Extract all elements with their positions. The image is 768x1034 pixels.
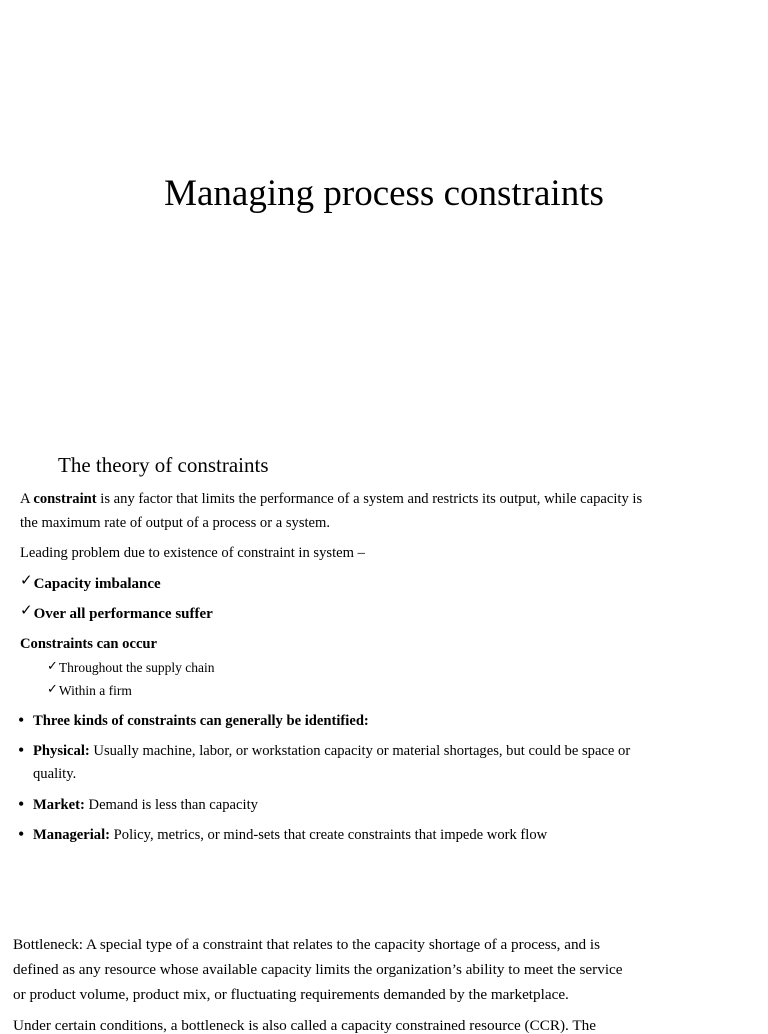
intro-rest-line2: the maximum rate of output of a process or a system. <box>20 515 331 531</box>
bullet-body: Demand is less than capacity <box>84 797 258 813</box>
bullet-physical <box>18 740 748 786</box>
bullet-managerial <box>18 824 748 847</box>
bottleneck-paragraph <box>13 932 753 1007</box>
intro-prefix: A <box>20 491 34 507</box>
bullet-text <box>33 824 748 847</box>
bottleneck-line1: Bottleneck: A special type of a constraint that relates to the capacity shortage of a process, and is <box>13 936 601 953</box>
bullet-lead: Market: <box>33 797 85 813</box>
bottleneck-line4: Under certain conditions, a bottleneck is also called a capacity constrained resource (CCR). The <box>13 1017 596 1034</box>
checkmark-icon: ✓ <box>20 601 33 619</box>
check-item-capacity-imbalance <box>20 571 161 596</box>
bullet-three-kinds <box>18 710 748 733</box>
bullet-icon: • <box>18 794 25 814</box>
intro-rest-line1: is any factor that limits the performance of a system and restricts its output, while capacity is <box>96 491 643 507</box>
intro-paragraph <box>20 487 755 535</box>
bullet-icon: • <box>18 824 25 844</box>
bullet-text <box>33 710 748 733</box>
bottleneck-line3: or product volume, product mix, or fluctuating requirements demanded by the marketplace. <box>13 986 569 1003</box>
constraints-occur-heading: Constraints can occur <box>20 636 158 652</box>
leading-problem-text: Leading problem due to existence of constraint in system – <box>20 545 365 561</box>
bullet-text <box>33 740 748 786</box>
check-item-label: Over all performance suffer <box>33 606 213 622</box>
check-item-label: Capacity imbalance <box>33 576 161 592</box>
bullet-icon: • <box>18 740 25 760</box>
bullet-lead: Managerial: <box>33 827 111 843</box>
page-title: Managing process constraints <box>164 173 604 214</box>
bullet-body: Policy, metrics, or mind-sets that create constraints that impede work flow <box>110 827 548 843</box>
check-item-performance-suffer <box>20 601 213 626</box>
checkmark-icon: ✓ <box>20 571 33 589</box>
check-subitem-label: Throughout the supply chain <box>58 660 215 675</box>
check-subitem-supply-chain <box>47 657 215 680</box>
bullet-market <box>18 794 748 817</box>
check-subitem-within-firm <box>47 680 132 703</box>
bullet-body: Usually machine, labor, or workstation capacity or material shortages, but could be space or <box>89 743 631 759</box>
bottleneck-line2: defined as any resource whose available capacity limits the organization’s ability to meet the service <box>13 961 623 978</box>
bullet-icon: • <box>18 710 25 730</box>
checkmark-icon: ✓ <box>47 659 58 674</box>
bottleneck-partial-line <box>13 1007 753 1034</box>
section-heading: The theory of constraints <box>58 453 269 477</box>
bullet-text <box>33 794 748 817</box>
bullet-body-line2: quality. <box>33 766 77 782</box>
check-subitem-label: Within a firm <box>58 683 132 698</box>
bullet-lead: Physical: <box>33 743 90 759</box>
intro-term: constraint <box>33 491 97 507</box>
checkmark-icon: ✓ <box>47 682 58 697</box>
bullet-lead: Three kinds of constraints can generally be identified: <box>33 713 369 729</box>
